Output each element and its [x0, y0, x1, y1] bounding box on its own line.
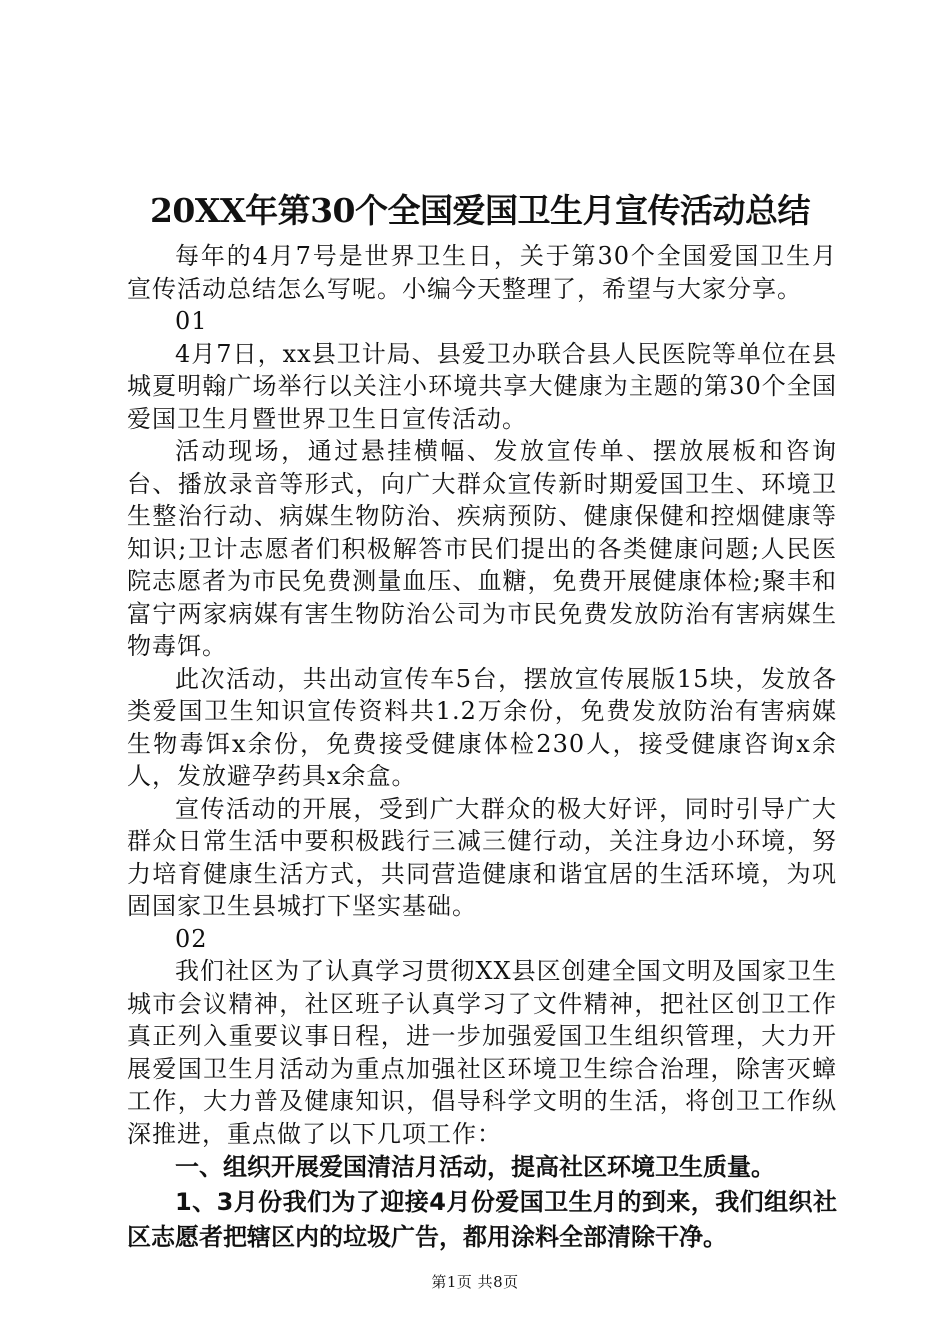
paragraph-statistics: 此次活动，共出动宣传车5台，摆放宣传展版15块，发放各类爱国卫生知识宣传资料共1.2万余份，免费发放防治有害病媒生物毒饵x余份，免费接受健康体检230人，接受健康咨询x余人，发放避孕药具x余盒。 [127, 664, 837, 790]
paragraph-event: 4月7日，xx县卫计局、县爱卫办联合县人民医院等单位在县城夏明翰广场举行以关注小环境共享大健康为主题的第30个全国爱国卫生月暨世界卫生日宣传活动。 [127, 339, 837, 433]
paragraph-community: 我们社区为了认真学习贯彻XX县区创建全国文明及国家卫生城市会议精神，社区班子认真学习了文件精神，把社区创卫工作真正列入重要议事日程，进一步加强爱国卫生组织管理，大力开展爱国卫生月活动为重点加强社区环境卫生综合治理，除害灭蟑工作，大力普及健康知识，倡导科学文明的生活，将创卫工作纵深推进，重点做了以下几项工作： [127, 957, 837, 1148]
section-number-01: 01 [175, 307, 208, 335]
section-number-02: 02 [175, 924, 208, 953]
paragraph-activity-site: 活动现场，通过悬挂横幅、发放宣传单、摆放展板和咨询台、播放录音等形式，向广大群众宣传新时期爱国卫生、环境卫生整治行动、病媒生物防治、疾病预防、健康保健和控烟健康等知识;卫计志愿者们积极解答市民们提出的各类健康问题;人民医院志愿者为市民免费测量血压、血糖，免费开展健康体检;聚丰和富宁两家病媒有害生物防治公司为市民免费发放防治有害病媒生物毒饵。 [127, 437, 837, 660]
page-footer: 第1页 共8页 [431, 1273, 519, 1291]
document-title: 20XX年第30个全国爱国卫生月宣传活动总结 [149, 191, 811, 230]
paragraph-item-one: 1、3月份我们为了迎接4月份爱国卫生月的到来，我们组织社区志愿者把辖区内的垃圾广告，都用涂料全部清除干净。 [127, 1188, 837, 1251]
heading-section-one: 一、组织开展爱国清洁月活动，提高社区环境卫生质量。 [175, 1153, 775, 1181]
paragraph-intro: 每年的4月7号是世界卫生日，关于第30个全国爱国卫生月宣传活动总结怎么写呢。小编今天整理了，希望与大家分享。 [127, 242, 837, 303]
document-page [127, 182, 837, 1255]
paragraph-effect: 宣传活动的开展，受到广大群众的极大好评，同时引导广大群众日常生活中要积极践行三减三健行动，关注身边小环境，努力培育健康生活方式，共同营造健康和谐宜居的生活环境，为巩固国家卫生县城打下坚实基础。 [127, 794, 837, 920]
